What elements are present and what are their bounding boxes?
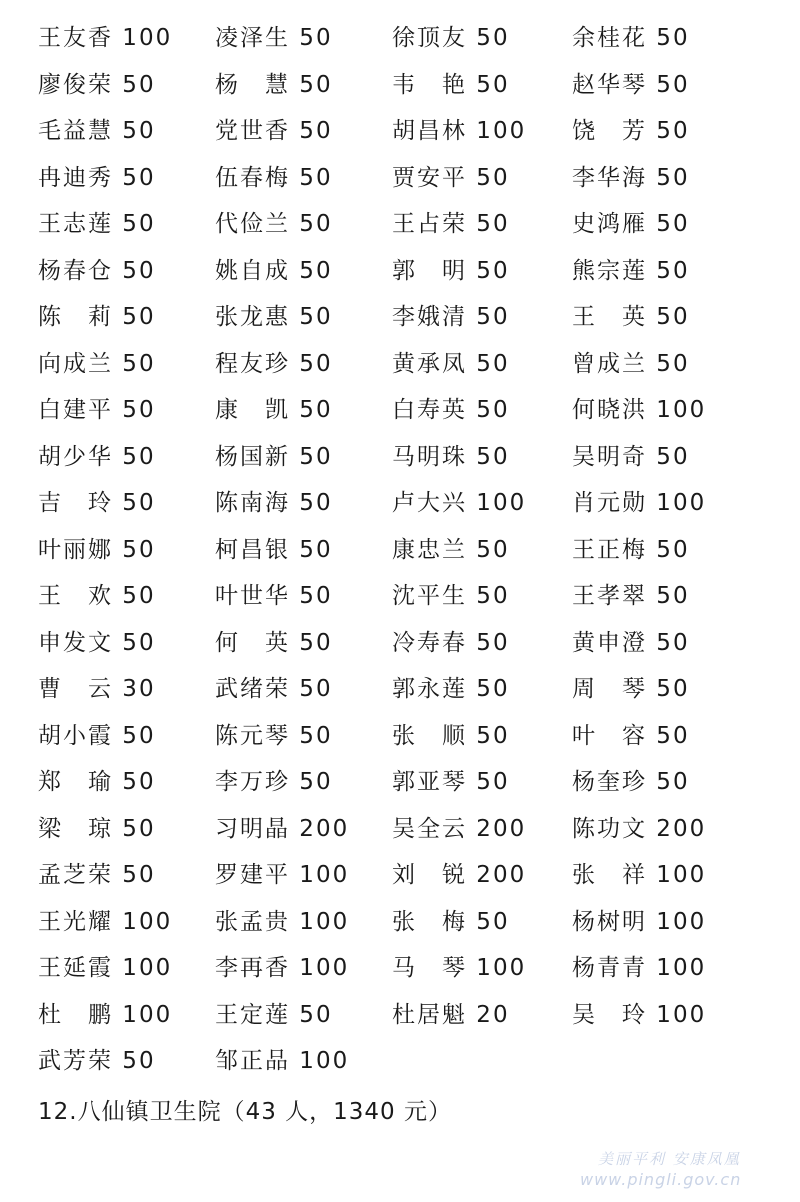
donor-entry: 吴 玲 100 <box>572 1001 707 1028</box>
donor-entry: 曹 云 30 <box>38 676 156 702</box>
donor-entry: 郭 明 50 <box>392 257 510 284</box>
donor-entry: 陈 莉 50 <box>38 304 156 330</box>
donor-entry: 史鸿雁 50 <box>572 211 690 237</box>
donor-entry: 杜居魁 20 <box>392 1001 510 1028</box>
donor-entry: 杨 慧 50 <box>215 71 333 98</box>
list-row <box>0 716 800 756</box>
donor-entry: 武芳荣 50 <box>38 1048 156 1074</box>
donor-entry: 柯昌银 50 <box>215 536 333 563</box>
donor-entry: 吴全云 200 <box>392 815 527 842</box>
donor-entry: 王志莲 50 <box>38 211 156 237</box>
section-heading: 12.八仙镇卫生院（43 人，1340 元） <box>38 1099 452 1125</box>
list-row <box>0 344 800 384</box>
donor-entry: 郭永莲 50 <box>392 676 510 702</box>
donor-entry: 杨奎珍 50 <box>572 769 690 795</box>
donor-entry: 王正梅 50 <box>572 536 690 563</box>
watermark-url: www.pingli.gov.cn <box>580 1170 742 1189</box>
donor-entry: 周 琴 50 <box>572 676 690 702</box>
donor-entry: 伍春梅 50 <box>215 164 333 191</box>
donor-entry: 陈南海 50 <box>215 490 333 516</box>
donor-entry: 贾安平 50 <box>392 164 510 191</box>
donor-entry: 康 凯 50 <box>215 397 333 423</box>
donor-entry: 胡少华 50 <box>38 443 156 470</box>
donor-entry: 张 祥 100 <box>572 862 707 888</box>
list-row <box>0 251 800 291</box>
list-row <box>0 948 800 988</box>
donor-entry: 王定莲 50 <box>215 1001 333 1028</box>
list-row <box>0 390 800 430</box>
donor-entry: 王光耀 100 <box>38 908 173 935</box>
list-row <box>0 995 800 1035</box>
donor-entry: 张孟贵 100 <box>215 908 350 935</box>
donor-entry: 赵华琴 50 <box>572 71 690 98</box>
donor-entry: 叶丽娜 50 <box>38 536 156 563</box>
donor-entry: 胡小霞 50 <box>38 722 156 749</box>
donor-entry: 熊宗莲 50 <box>572 257 690 284</box>
donor-entry: 韦 艳 50 <box>392 71 510 98</box>
donor-entry: 冉迪秀 50 <box>38 164 156 191</box>
donor-entry: 向成兰 50 <box>38 350 156 377</box>
donor-entry: 罗建平 100 <box>215 862 350 888</box>
donor-entry: 张龙惠 50 <box>215 304 333 330</box>
donor-entry: 饶 芳 50 <box>572 118 690 144</box>
donor-entry: 李再香 100 <box>215 955 350 981</box>
donor-entry: 杨树明 100 <box>572 908 707 935</box>
donor-entry: 代俭兰 50 <box>215 211 333 237</box>
list-row <box>0 297 800 337</box>
donor-entry: 程友珍 50 <box>215 350 333 377</box>
donor-entry: 黄承凤 50 <box>392 350 510 377</box>
list-row <box>0 669 800 709</box>
list-row <box>0 576 800 616</box>
donor-entry: 陈功文 200 <box>572 815 707 842</box>
watermark-text: 美丽平利 安康凤凰 <box>598 1150 741 1168</box>
donor-entry: 李万珍 50 <box>215 769 333 795</box>
donor-entry: 吴明奇 50 <box>572 443 690 470</box>
donor-entry: 徐顶友 50 <box>392 25 510 51</box>
donor-entry: 白寿英 50 <box>392 397 510 423</box>
donor-entry: 孟芝荣 50 <box>38 862 156 888</box>
donor-entry: 冷寿春 50 <box>392 629 510 656</box>
list-row <box>0 18 800 58</box>
donor-entry: 王延霞 100 <box>38 955 173 981</box>
list-row <box>0 902 800 942</box>
donor-entry: 曾成兰 50 <box>572 350 690 377</box>
donor-entry: 党世香 50 <box>215 118 333 144</box>
donor-entry: 吉 玲 50 <box>38 490 156 516</box>
list-row <box>0 65 800 105</box>
donor-entry: 马 琴 100 <box>392 955 527 981</box>
donor-entry: 黄申澄 50 <box>572 629 690 656</box>
donor-entry: 杨春仓 50 <box>38 257 156 284</box>
donor-entry: 毛益慧 50 <box>38 118 156 144</box>
donor-entry: 张 顺 50 <box>392 722 510 749</box>
donor-entry: 凌泽生 50 <box>215 25 333 51</box>
donor-entry: 康忠兰 50 <box>392 536 510 563</box>
donor-entry: 沈平生 50 <box>392 583 510 609</box>
donor-entry: 郭亚琴 50 <box>392 769 510 795</box>
donor-entry: 叶世华 50 <box>215 583 333 609</box>
donor-entry: 王占荣 50 <box>392 211 510 237</box>
list-row <box>0 204 800 244</box>
donor-entry: 习明晶 200 <box>215 815 350 842</box>
donor-entry: 王孝翠 50 <box>572 583 690 609</box>
donor-entry: 杨青青 100 <box>572 955 707 981</box>
donor-entry: 郑 瑜 50 <box>38 769 156 795</box>
donor-entry: 王 欢 50 <box>38 583 156 609</box>
donor-entry: 李娥清 50 <box>392 304 510 330</box>
donor-entry: 申发文 50 <box>38 629 156 656</box>
donor-entry: 梁 琼 50 <box>38 815 156 842</box>
donor-entry: 王 英 50 <box>572 304 690 330</box>
donor-entry: 卢大兴 100 <box>392 490 527 516</box>
donor-entry: 肖元勋 100 <box>572 490 707 516</box>
donor-entry: 武绪荣 50 <box>215 676 333 702</box>
list-row <box>0 855 800 895</box>
donor-entry: 姚自成 50 <box>215 257 333 284</box>
list-row <box>0 158 800 198</box>
donor-entry: 王友香 100 <box>38 25 173 51</box>
list-row <box>0 437 800 477</box>
donor-entry: 何晓洪 100 <box>572 397 707 423</box>
donor-entry: 叶 容 50 <box>572 722 690 749</box>
donor-entry: 胡昌林 100 <box>392 118 527 144</box>
list-row <box>0 1041 800 1081</box>
list-row <box>0 623 800 663</box>
donor-entry: 何 英 50 <box>215 629 333 656</box>
list-row <box>0 530 800 570</box>
donor-entry: 邹正品 100 <box>215 1048 350 1074</box>
list-row <box>0 809 800 849</box>
list-row <box>0 483 800 523</box>
list-row <box>0 111 800 151</box>
donor-entry: 马明珠 50 <box>392 443 510 470</box>
donor-entry: 刘 锐 200 <box>392 862 527 888</box>
donor-entry: 余桂花 50 <box>572 25 690 51</box>
donor-entry: 陈元琴 50 <box>215 722 333 749</box>
donor-entry: 杨国新 50 <box>215 443 333 470</box>
donor-entry: 张 梅 50 <box>392 908 510 935</box>
donor-entry: 李华海 50 <box>572 164 690 191</box>
list-row <box>0 762 800 802</box>
donor-entry: 廖俊荣 50 <box>38 71 156 98</box>
donor-entry: 白建平 50 <box>38 397 156 423</box>
donor-entry: 杜 鹏 100 <box>38 1001 173 1028</box>
